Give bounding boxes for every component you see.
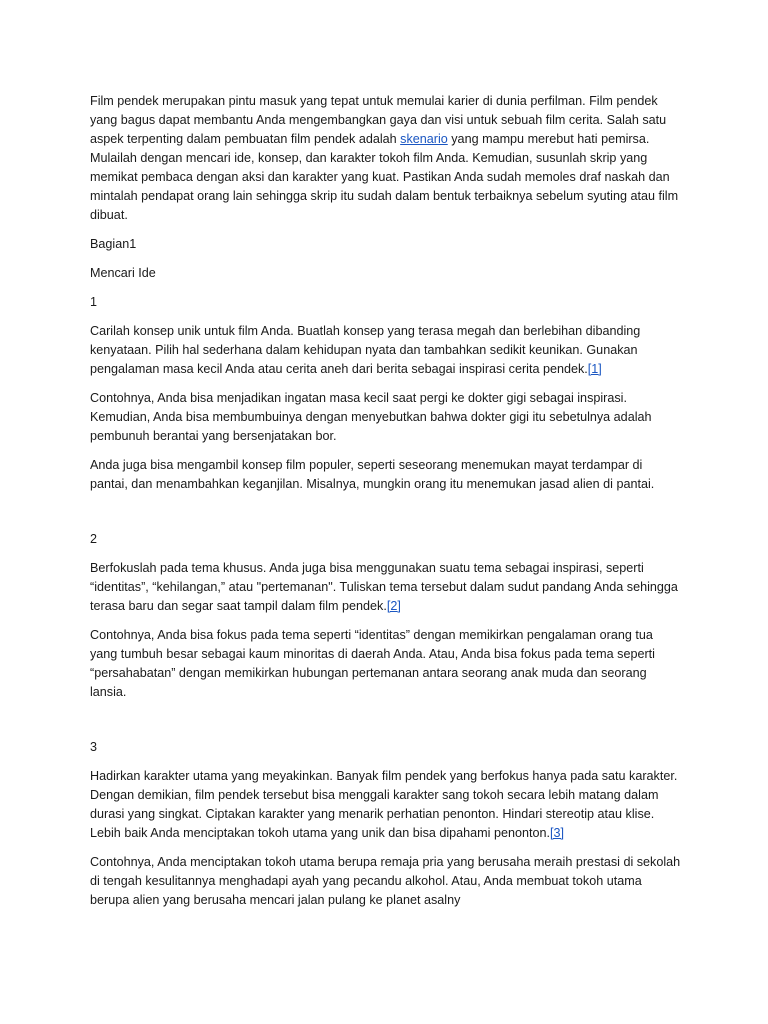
step-example-paragraph: Contohnya, Anda bisa menjadikan ingatan masa kecil saat pergi ke dokter gigi sebagai inspirasi. Kemudian, Anda bisa membumbuinya dengan menyebutkan bahwa dokter gigi itu sebetulnya adalah pembunuh berantai yang bersenjatakan bor. bbox=[90, 391, 652, 443]
step-main-text bbox=[90, 559, 682, 616]
step-example-paragraph: Contohnya, Anda menciptakan tokoh utama berupa remaja pria yang berusaha meraih prestasi di sekolah di tengah kesulitannya menghadapi ayah yang pecandu alkohol. Atau, Anda membuat tokoh utama berupa alien yang berusaha mencari jalan pulang ke planet asalny bbox=[90, 855, 681, 907]
reference-link[interactable]: [3] bbox=[550, 826, 565, 840]
intro-text-before-link: Film pendek merupakan pintu masuk yang tepat untuk memulai karier di dunia perfilman. Film pendek yang bagus dapat membantu Anda mengembangkan gaya dan visi untuk sebuah film cerita. Salah satu aspek terpenting dalam pembuatan film pendek adalah bbox=[90, 94, 667, 146]
step-number: 2 bbox=[90, 532, 98, 546]
step-main-text bbox=[90, 767, 682, 843]
skenario-link[interactable]: skenario bbox=[400, 132, 448, 146]
step-main-body: Carilah konsep unik untuk film Anda. Buatlah konsep yang terasa megah dan berlebihan dibanding kenyataan. Pilih hal sederhana dalam kehidupan nyata dan tambahkan sedikit keunikan. Gunakan pengalaman masa kecil Anda atau cerita aneh dari berita sebagai inspirasi cerita pendek. bbox=[90, 324, 641, 376]
step-main-body: Hadirkan karakter utama yang meyakinkan. Banyak film pendek yang berfokus hanya pada satu karakter. Dengan demikian, film pendek tersebut bisa menggali karakter sang tokoh secara lebih matang dalam durasi yang singkat. Ciptakan karakter yang menarik perhatian penonton. Hindari stereotip atau klise. Lebih baik Anda menciptakan tokoh utama yang unik dan bisa dipahami penonton. bbox=[90, 769, 678, 840]
step-main-text bbox=[90, 322, 682, 379]
intro-paragraph bbox=[90, 92, 682, 225]
step-main-body: Berfokuslah pada tema khusus. Anda juga bisa menggunakan suatu tema sebagai inspirasi, seperti “identitas”, “kehilangan,” atau "pertemanan". Tuliskan tema tersebut dalam sudut pandang Anda sehingga terasa baru dan segar saat tampil dalam film pendek. bbox=[90, 561, 678, 613]
section-title: Mencari Ide bbox=[90, 266, 156, 280]
intro-text-after-link: yang mampu merebut hati pemirsa. Mulailah dengan mencari ide, konsep, dan karakter tokoh film Anda. Kemudian, susunlah skrip yang memikat pembaca dengan aksi dan karakter yang kuat. Pastikan Anda sudah memoles draf naskah dan mintalah pendapat orang lain sehingga skrip itu sudah dalam bentuk terbaiknya sebelum syuting atau film dibuat. bbox=[90, 132, 679, 222]
step-number: 3 bbox=[90, 740, 98, 754]
step-example-paragraph: Contohnya, Anda bisa fokus pada tema seperti “identitas” dengan memikirkan pengalaman orang tua yang tumbuh besar sebagai kaum minoritas di daerah Anda. Atau, Anda bisa fokus pada tema seperti “persahabatan” dengan memikirkan hubungan pertemanan antara seorang anak muda dan seorang lansia. bbox=[90, 628, 655, 699]
step-number: 1 bbox=[90, 295, 98, 309]
reference-link[interactable]: [2] bbox=[386, 599, 401, 613]
step-example-paragraph: Anda juga bisa mengambil konsep film populer, seperti seseorang menemukan mayat terdampar di pantai, dan menambahkan keganjilan. Misalnya, mungkin orang itu menemukan jasad alien di pantai. bbox=[90, 458, 655, 491]
part-label: Bagian1 bbox=[90, 237, 137, 251]
reference-link[interactable]: [1] bbox=[587, 362, 602, 376]
